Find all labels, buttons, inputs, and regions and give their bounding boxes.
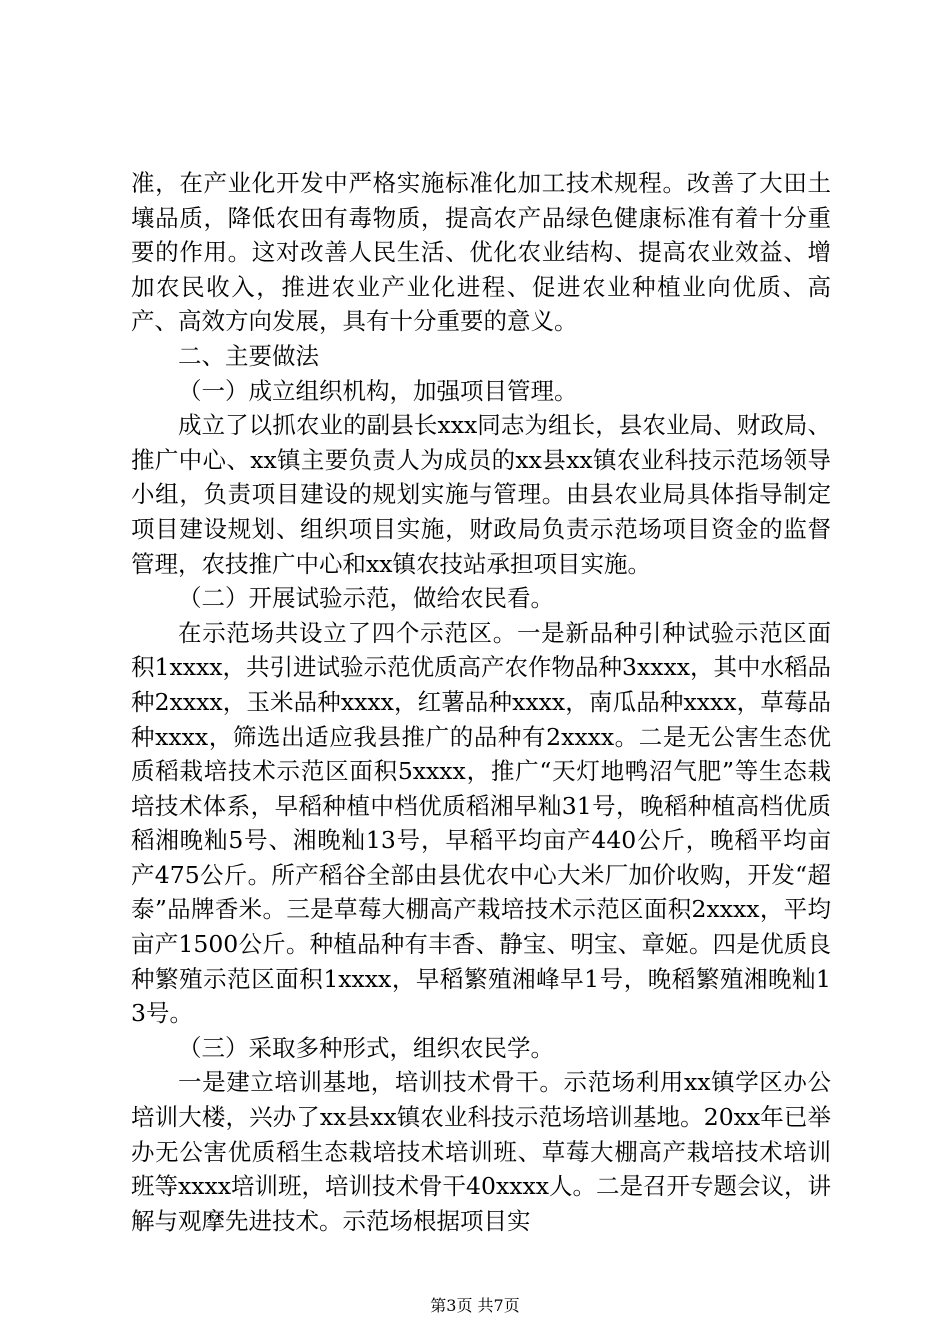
subheading-training: （三）采取多种形式，组织农民学。 xyxy=(178,1033,554,1062)
body-text xyxy=(131,166,831,1238)
paragraph-organization: 成立了以抓农业的副县长xxx同志为组长，县农业局、财政局、推广中心、xx镇主要负责人为成员的xx县xx镇农业科技示范场领导小组，负责项目建设的规划实施与管理。由县农业局具体指导制定项目建设规划、组织项目实施，财政局负责示范场项目资金的监督管理，农技推广中心和xx镇农技站承担项目实施。 xyxy=(131,411,831,578)
page-footer xyxy=(0,1296,950,1316)
section-heading-main-methods: 二、主要做法 xyxy=(178,341,319,370)
paragraph-training: 一是建立培训基地，培训技术骨干。示范场利用xx镇学区办公培训大楼，兴办了xx县xx镇农业科技示范场培训基地。20xx年已举办无公害优质稻生态栽培技术培训班、草莓大棚高产栽培技术培训班等xxxx培训班，培训技术骨干40xxxx人。二是召开专题会议，讲解与观摩先进技术。示范场根据项目实 xyxy=(131,1068,831,1235)
subheading-demonstration: （二）开展试验示范，做给农民看。 xyxy=(178,584,554,613)
paragraph-continuation: 准，在产业化开发中严格实施标准化加工技术规程。改善了大田土壤品质，降低农田有毒物质，提高农产品绿色健康标准有着十分重要的作用。这对改善人民生活、优化农业结构、提高农业效益、增加农民收入，推进农业产业化进程、促进农业种植业向优质、高产、高效方向发展，具有十分重要的意义。 xyxy=(131,169,831,336)
page-number: 第3页 共7页 xyxy=(430,1296,520,1315)
subheading-organization: （一）成立组织机构，加强项目管理。 xyxy=(178,376,578,405)
paragraph-demonstration: 在示范场共设立了四个示范区。一是新品种引种试验示范区面积1xxxx，共引进试验示范优质高产农作物品种3xxxx，其中水稻品种2xxxx，玉米品种xxxx，红薯品种xxxx，南瓜品种xxxx，草莓品种xxxx，筛选出适应我县推广的品种有2xxxx。二是无公害生态优质稻栽培技术示范区面积5xxxx，推广“天灯地鸭沼气肥”等生态栽培技术体系，早稻种植中档优质稻湘早籼31号，晚稻种植高档优质稻湘晚籼5号、湘晚籼13号，早稻平均亩产440公斤，晚稻平均亩产475公斤。所产稻谷全部由县优农中心大米厂加价收购，开发“超泰”品牌香米。三是草莓大棚高产栽培技术示范区面积2xxxx，平均亩产1500公斤。种植品种有丰香、静宝、明宝、章姬。四是优质良种繁殖示范区面积1xxxx，早稻繁殖湘峰早1号，晚稻繁殖湘晚籼13号。 xyxy=(131,618,831,1028)
